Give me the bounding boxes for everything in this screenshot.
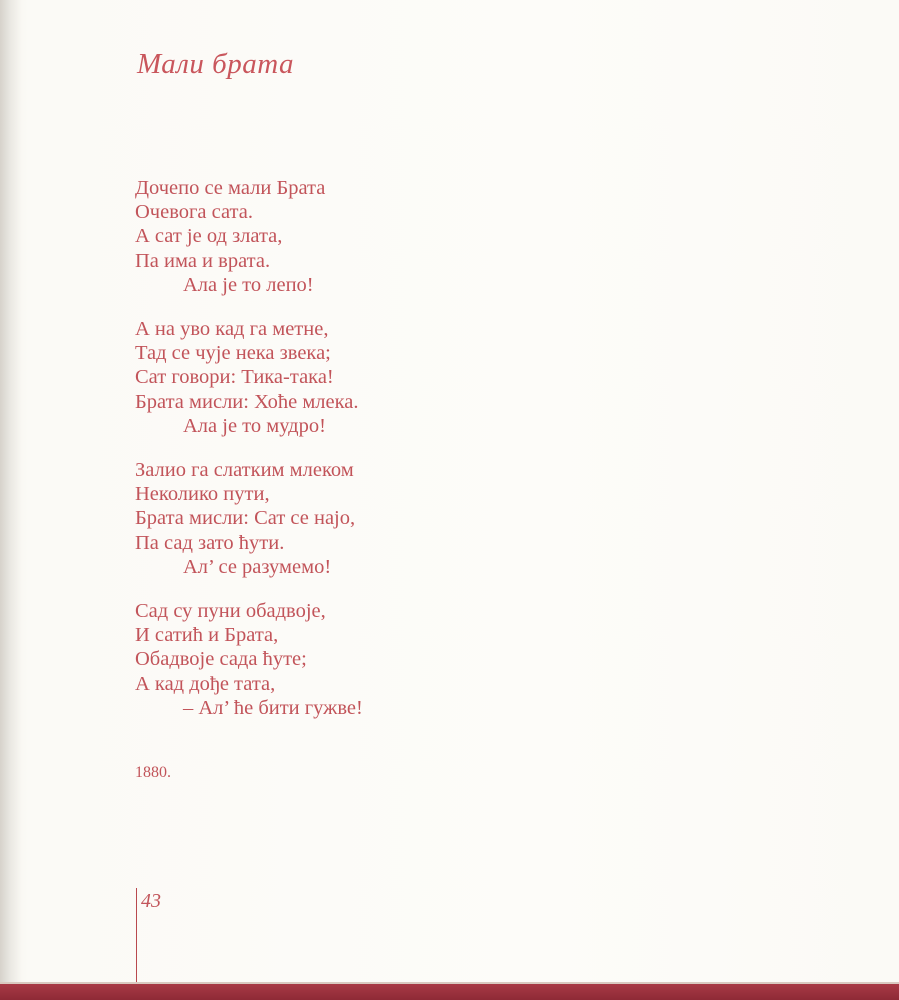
- poem-line: Тад се чује нека звека;: [135, 342, 331, 365]
- poem-refrain: Ала је то лепо!: [183, 273, 314, 296]
- poem-line: Очевога сата.: [135, 201, 253, 224]
- poem-line: И сатић и Брата,: [135, 624, 279, 647]
- poem-line: Сат говори: Тика-така!: [135, 366, 334, 389]
- stanza-2: [135, 317, 455, 438]
- poem-line: Брата мисли: Сат се најо,: [135, 507, 356, 530]
- poem-line: А сат је од злата,: [135, 225, 283, 248]
- poem-year: 1880.: [135, 764, 171, 781]
- poem-line: А на уво кад га метне,: [135, 318, 329, 341]
- poem-line: Па сад зато ћути.: [135, 531, 285, 554]
- poem-line: Залио га слатким млеком: [135, 459, 354, 482]
- page-number-rule: [136, 888, 137, 984]
- stanza-1: [135, 176, 455, 297]
- poem-title: Мали брата: [137, 48, 295, 80]
- stanza-4: [135, 599, 455, 720]
- page-number: 43: [141, 890, 161, 912]
- cover-edge-band: [0, 984, 899, 1000]
- poem-body: [135, 176, 455, 740]
- poem-refrain: – Ал’ ће бити гужве!: [183, 696, 363, 719]
- poem-line: Брата мисли: Хоће млека.: [135, 390, 359, 413]
- poem-refrain: Ала је то мудро!: [183, 414, 326, 437]
- stanza-3: [135, 458, 455, 579]
- poem-refrain: Ал’ се разумемо!: [183, 555, 332, 578]
- poem-line: А кад дође тата,: [135, 672, 276, 695]
- poem-line: Дочепо се мали Брата: [135, 177, 326, 199]
- poem-line: Па има и врата.: [135, 249, 271, 272]
- spine-shadow: [0, 0, 22, 1000]
- poem-line: Неколико пути,: [135, 483, 270, 506]
- poem-line: Сад су пуни обадвоје,: [135, 600, 326, 623]
- poem-line: Обадвоје сада ћуте;: [135, 648, 307, 671]
